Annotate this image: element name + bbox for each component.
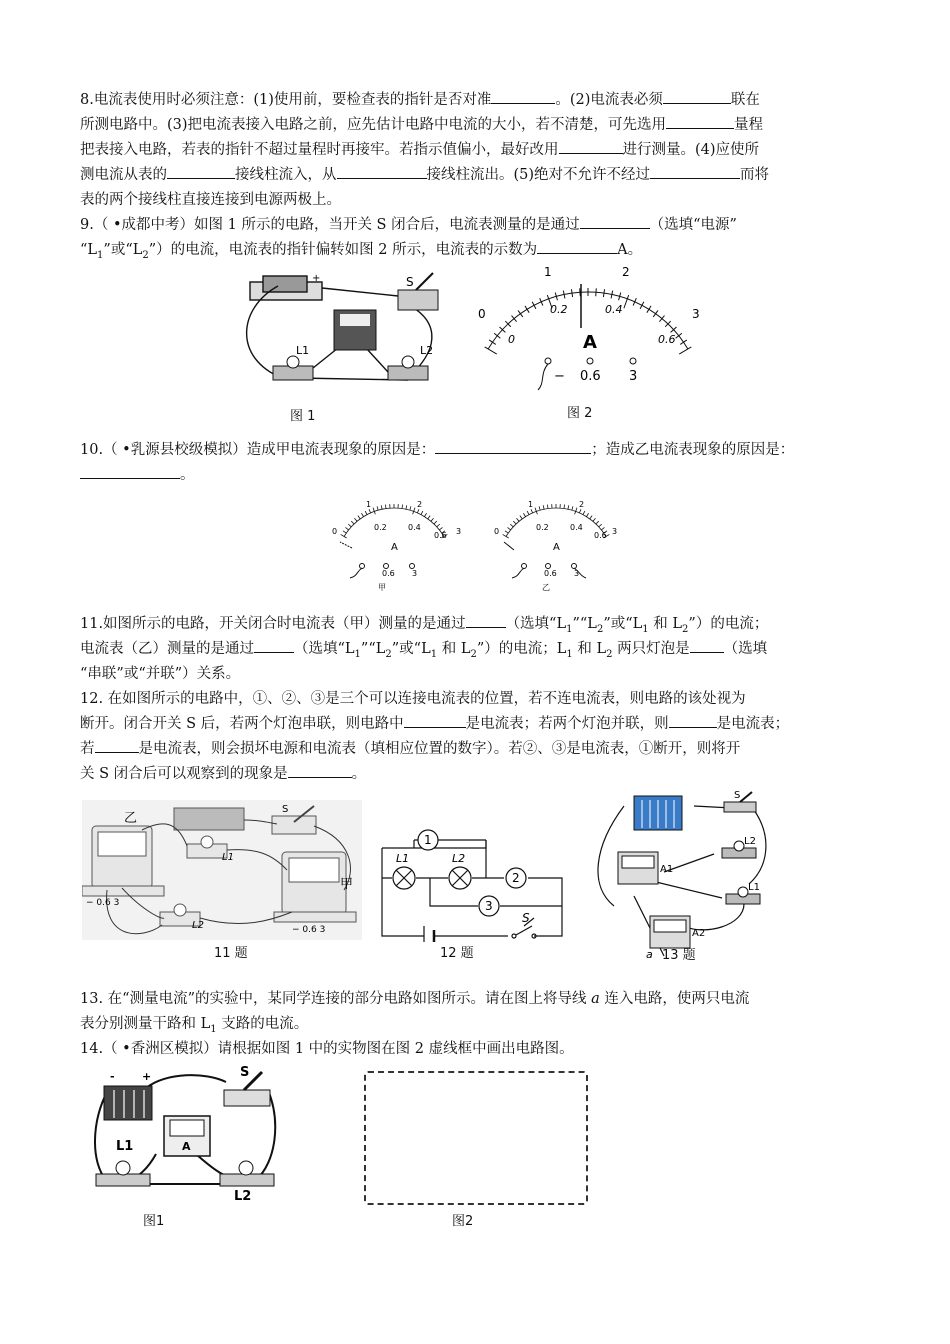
meter-jia-label: 甲 [378, 583, 386, 592]
minus-label: - [110, 1070, 115, 1083]
q9-fig1-caption: 图 1 [290, 409, 316, 424]
scale-tick [369, 509, 371, 513]
scale-tick [586, 513, 588, 516]
answer-blank[interactable] [254, 638, 294, 653]
svg-text:1: 1 [528, 500, 534, 509]
lamp-l2-label: L2 [420, 344, 434, 357]
answer-blank[interactable] [95, 738, 139, 753]
meter-yi-label: 乙 [542, 583, 550, 592]
meter-jia-label: 甲 [340, 877, 354, 892]
svg-text:A: A [391, 542, 398, 553]
q10-line1: 10.（ •乳源县校级模拟）造成甲电流表现象的原因是： ；造成乙电流表现象的原因是： [80, 438, 880, 463]
fig11-caption: 11 题 [214, 946, 248, 961]
switch-label: S [406, 275, 414, 289]
lamp-l1-label: L1 [116, 1139, 134, 1154]
scale-tick [345, 527, 348, 529]
ammeter-label: A [182, 1140, 191, 1153]
scale-tick [377, 506, 378, 510]
q14-line1: 14.（ •香洲区模拟）请根据如图 1 中的实物图在图 2 虚线框中画出电路图。 [80, 1041, 574, 1057]
scale-tick [431, 518, 434, 521]
scale-tick [513, 521, 516, 524]
scale-tick [505, 531, 508, 533]
scale-tick [531, 509, 533, 513]
terminal-3: 3 [629, 369, 638, 384]
dial-minor-1: 0.2 [550, 303, 568, 316]
scale-tick [485, 347, 497, 354]
scale-tick [624, 295, 629, 308]
scale-tick [516, 518, 519, 521]
scale-tick [410, 506, 411, 510]
q10-meters [322, 498, 622, 592]
scale-tick [510, 524, 513, 527]
dial-minor-0: 0 [508, 333, 515, 346]
answer-blank[interactable] [559, 139, 623, 154]
answer-blank[interactable] [580, 214, 650, 229]
svg-text:3: 3 [456, 527, 462, 536]
scale-tick [424, 513, 426, 516]
scale-tick [439, 527, 442, 529]
dial-major-1: 1 [544, 265, 552, 279]
q12-line2: 断开。闭合开关 S 后，若两个灯泡串联，则电路中 是电流表；若两个灯泡并联，则 是电流表； [80, 712, 880, 737]
scale-arc [344, 508, 444, 536]
svg-text:0.2: 0.2 [374, 523, 387, 532]
scale-tick [539, 506, 540, 510]
svg-text:0: 0 [494, 527, 500, 536]
svg-text:3: 3 [412, 569, 418, 578]
q14-fig1-caption: 图1 [143, 1214, 165, 1229]
ammeter-a2-label: A2 [692, 928, 706, 939]
scale-tick [343, 531, 346, 533]
scale-tick [361, 513, 363, 516]
q9-line1: 9.（ •成都中考）如图 1 所示的电路，当开关 S 闭合后，电流表测量的是通过 （选填“电源” [80, 213, 880, 238]
dial-major-2: 2 [622, 265, 630, 279]
svg-text:0.6: 0.6 [594, 531, 607, 540]
terminals-left: − 0.6 3 [86, 898, 120, 908]
position-2: 2 [512, 871, 520, 885]
position-1: 1 [424, 833, 432, 847]
figure-11-circuit [82, 800, 362, 960]
scale-tick [568, 505, 569, 509]
scale-tick [527, 511, 529, 515]
answer-blank[interactable] [167, 164, 235, 179]
answer-blank[interactable] [288, 763, 352, 778]
scale-tick [402, 505, 403, 509]
scale-tick [601, 527, 604, 529]
q8-line4: 测电流从表的 接线柱流入，从 接线柱流出。(5)绝对不允许不经过 而将 [80, 163, 880, 188]
answer-blank[interactable] [466, 613, 506, 628]
answer-blank[interactable] [666, 114, 734, 129]
answer-blank[interactable] [404, 713, 466, 728]
scale-tick [417, 509, 419, 513]
switch-label: S [282, 804, 289, 815]
terminals-right: − 0.6 3 [292, 925, 326, 935]
scale-tick [679, 347, 691, 354]
position-3: 3 [485, 899, 493, 913]
scale-tick [507, 527, 510, 529]
answer-blank[interactable] [650, 164, 740, 179]
scale-tick [523, 513, 525, 516]
svg-text:0.4: 0.4 [570, 523, 583, 532]
scale-tick [547, 505, 548, 509]
q11-line3: “串联”或“并联”）关系。 [80, 666, 241, 682]
q9-fig2-caption: 图 2 [567, 406, 593, 421]
figure-13-circuit [594, 786, 770, 962]
q14-figure2-answer-box[interactable] [364, 1071, 588, 1205]
switch-label: S [240, 1065, 250, 1080]
scale-tick [583, 511, 585, 515]
svg-text:0: 0 [332, 527, 338, 536]
q10-line2: 。 [80, 463, 880, 488]
scale-tick [564, 505, 565, 509]
scale-tick [428, 516, 430, 519]
answer-blank[interactable] [663, 89, 731, 104]
svg-text:1: 1 [366, 500, 372, 509]
plus-label: + [142, 1070, 152, 1083]
q12-line4: 关 S 闭合后可以观察到的现象是 。 [80, 762, 880, 787]
q8-line3: 把表接入电路，若表的指针不超过量程时再接牢。若指示值偏小，最好改用 进行测量。(4)应使所 [80, 138, 880, 163]
dial-major-3: 3 [692, 307, 700, 321]
switch-label: S [734, 790, 741, 801]
lamp-l1-label: L1 [396, 852, 410, 865]
scale-tick [348, 524, 351, 527]
answer-blank[interactable] [669, 713, 717, 728]
switch-label: S [522, 911, 530, 925]
scale-tick [354, 518, 357, 521]
q9-figure2-ammeter-dial [470, 258, 710, 408]
scale-tick [593, 518, 596, 521]
dial-minor-2: 0.4 [605, 303, 623, 316]
q9-line2: “$L_1$”或“$L_2$”）的电流，电流表的指针偏转如图 2 所示，电流表的示数为 A。 [80, 238, 880, 268]
q13-line1: 13. 在“测量电流”的实验中，某同学连接的部分电路如图所示。请在图上将导线 a 连入电路，使两只电流 [80, 991, 750, 1007]
svg-text:0.2: 0.2 [536, 523, 549, 532]
answer-blank[interactable] [491, 89, 555, 104]
scale-tick [406, 505, 407, 509]
q8-line2: 所测电路中。(3)把电流表接入电路之前，应先估计电路中电流的大小，若不清楚，可先选用 量程 [80, 113, 880, 138]
plus-label: + [312, 273, 321, 284]
scale-tick [421, 511, 423, 515]
q14-figure1-circuit [86, 1062, 286, 1212]
answer-blank[interactable] [690, 638, 724, 653]
answer-blank[interactable] [80, 464, 180, 479]
svg-text:2: 2 [579, 500, 585, 509]
scale-tick [599, 524, 602, 527]
scale-tick [351, 521, 354, 524]
scale-tick [596, 521, 599, 524]
svg-text:A: A [553, 542, 560, 553]
lamp-l1-label: L1 [296, 344, 310, 357]
scale-tick [365, 511, 367, 515]
lamp-l1-label: L1 [222, 852, 234, 863]
q14-fig2-caption: 图2 [452, 1214, 474, 1229]
q12-line1: 12. 在如图所示的电路中，①、②、③是三个可以连接电流表的位置，若不连电流表，则电路的该处视为 [80, 691, 746, 707]
fig13-caption: 13 题 [662, 948, 696, 963]
lamp-l2-label: L2 [744, 836, 756, 847]
scale-tick [434, 521, 437, 524]
scale-tick [520, 516, 522, 519]
scale-tick [590, 516, 592, 519]
lamp-l2-label: L2 [452, 852, 466, 865]
terminal-06: 0.6 [580, 369, 601, 384]
lamp-l2-label: L2 [234, 1189, 252, 1204]
scale-tick [579, 509, 581, 513]
lamp-l2-label: L2 [192, 920, 204, 931]
scale-tick [341, 534, 347, 538]
svg-text:0.6: 0.6 [434, 531, 447, 540]
lamp-l1-label: L1 [748, 882, 760, 893]
scale-tick [543, 505, 544, 509]
q9-figure1-circuit [238, 268, 456, 408]
svg-text:2: 2 [417, 500, 423, 509]
svg-text:3: 3 [574, 569, 580, 578]
scale-tick [437, 524, 440, 527]
q13-line2: 表分别测量干路和 $L_1$ 支路的电流。 [80, 1016, 309, 1035]
q11-line1: 11.如图所示的电路，开关闭合时电流表（甲）测量的是通过 （选填“$L_1”“L_2$”或“$L_1$ 和 $L_2$”）的电流； [80, 612, 880, 642]
figure-12-circuit-diagram [374, 822, 570, 942]
q8-line5: 表的两个接线柱直接连接到电源两极上。 [80, 192, 341, 208]
scale-arc [506, 508, 606, 536]
scale-tick [385, 505, 386, 509]
answer-blank[interactable] [537, 239, 617, 254]
wire-a-label: a [646, 948, 653, 961]
fig12-caption: 12 题 [440, 946, 474, 961]
svg-text:3: 3 [612, 527, 618, 536]
meter-yi-label: 乙 [124, 811, 138, 826]
dial-major-0: 0 [478, 307, 486, 321]
answer-blank[interactable] [435, 439, 591, 454]
scale-tick [572, 506, 573, 510]
answer-blank[interactable] [337, 164, 427, 179]
svg-text:0.6: 0.6 [382, 569, 395, 578]
scale-tick [381, 505, 382, 509]
ammeter-a1-label: A1 [660, 864, 674, 875]
dial-minor-3: 0.6 [658, 333, 676, 346]
q8-line1: 8.电流表使用时必须注意：(1)使用前，要检查表的指针是否对准 。(2)电流表必须 联在 [80, 88, 880, 113]
scale-tick [358, 516, 360, 519]
svg-text:0.4: 0.4 [408, 523, 421, 532]
dial-unit: A [583, 332, 597, 353]
q11-line2: 电流表（乙）测量的是通过 （选填“$L_1”“L_2$”或“$L_1$ 和 $L_2$”）的电流；$L_1$ 和 $L_2$ 两只灯泡是 （选填 [80, 637, 880, 667]
q12-line3: 若 是电流表，则会损坏电源和电流表（填相应位置的数字）。若②、③是电流表，①断开，则将开 [80, 737, 880, 762]
svg-text:0.6: 0.6 [544, 569, 557, 578]
scale-tick [503, 534, 509, 538]
terminal-minus: − [554, 369, 565, 384]
